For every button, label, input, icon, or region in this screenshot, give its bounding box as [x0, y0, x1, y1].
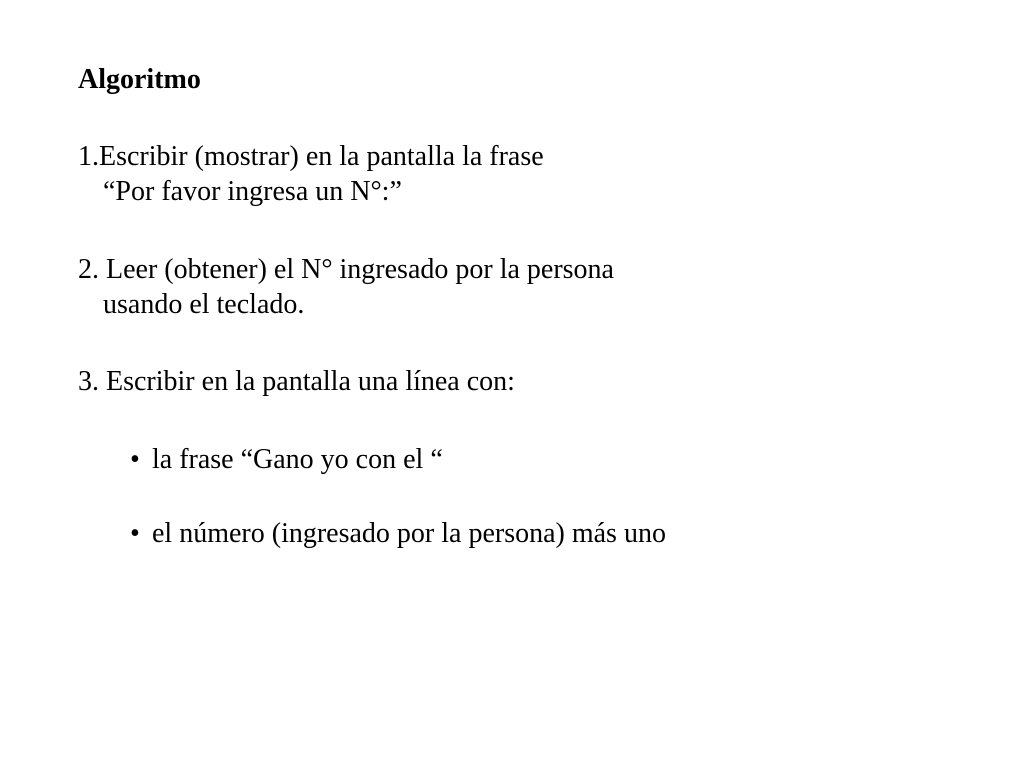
step-1-line-2: “Por favor ingresa un N°:” [103, 176, 402, 207]
bullet-item [130, 443, 443, 477]
step-1-line-1: 1.Escribir (mostrar) en la pantalla la frase [78, 141, 544, 172]
bullet-icon: • [130, 444, 140, 475]
bullet-icon: • [130, 518, 140, 549]
slide-title: Algoritmo [78, 64, 201, 95]
step-3-line-1: 3. Escribir en la pantalla una línea con: [78, 366, 515, 397]
bullet-item [130, 517, 666, 551]
step-2-line-2: usando el teclado. [103, 289, 305, 320]
bullet-text: el número (ingresado por la persona) más uno [152, 518, 666, 549]
bullet-text: la frase “Gano yo con el “ [152, 444, 443, 475]
step-2-line-1: 2. Leer (obtener) el N° ingresado por la persona [78, 254, 614, 285]
